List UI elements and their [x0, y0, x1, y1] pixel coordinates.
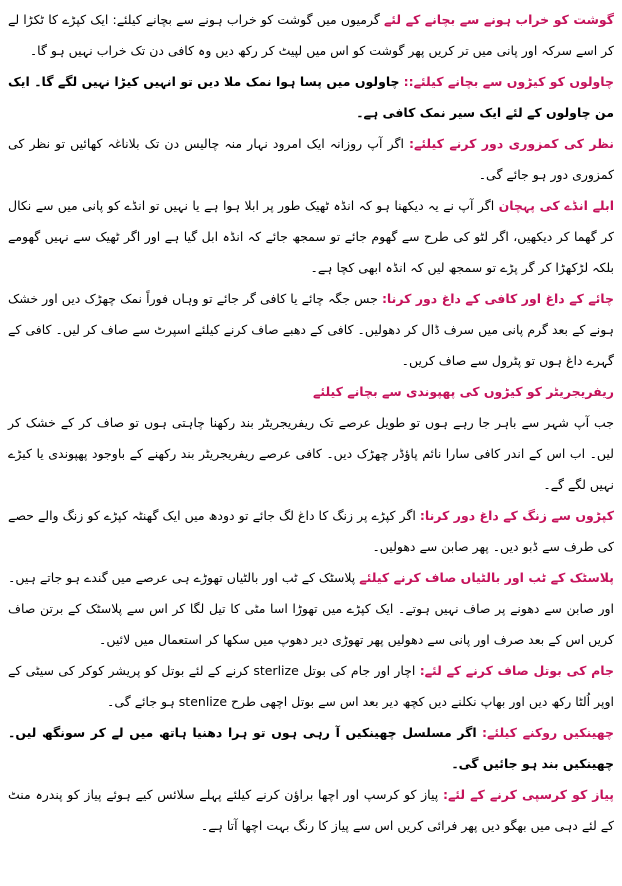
tip-body: گرمیوں میں گوشت کو خراب ہونے سے بچانے کیلئے: ایک کپڑے کا ٹکڑا لے کر اسے سرکہ اور پانی میں تر کریں پھر گوشت کو اس میں لپیٹ کر رکھ دیں وہ کافی دن تک خراب نہیں ہو گا۔ [8, 12, 614, 58]
tip-crispy-onions [8, 779, 614, 841]
tip-title: چھینکیں روکنے کیلئے: [482, 725, 614, 740]
tip-title: کپڑوں سے زنگ کے داغ دور کرنا: [419, 508, 614, 523]
tip-boiled-egg [8, 190, 614, 283]
tip-english-word: sterlize [253, 663, 299, 678]
tip-title: چائے کے داغ اور کافی کے داغ دور کرنا: [381, 291, 614, 306]
tip-body: کرنے کے لئے بوتل کو پریشر کوکر کی سیٹی کے اوپر اُلٹا رکھ دیں اور بھاپ نکلنے دیں کچھ دیر بعد اس سے بوتل اچھی طرح [8, 663, 614, 709]
tip-title: چاولوں کو کیڑوں سے بچانے کیلئے:: [403, 74, 614, 89]
tip-rice-insects [8, 66, 614, 128]
tip-body: ہو جائے گی۔ [107, 694, 175, 709]
tip-title: جام کی بوتل صاف کرنے کے لئے: [419, 663, 614, 678]
tip-tea-coffee-stains [8, 283, 614, 376]
tip-body: چاولوں میں پسا ہوا نمک ملا دیں تو انہیں کیڑا نہیں لگے گا۔ ایک من چاولوں کے لئے ایک سیر نمک کافی ہے۔ [8, 74, 614, 120]
tip-body: اگر آپ نے یہ دیکھنا ہو کہ انڈہ ٹھیک طور پر ابلا ہوا ہے یا نہیں تو انڈے کو پانی میں سے نکال کر گھما کر دیکھیں، اگر لٹو کی طرح سے گھوم جائے تو سمجھ جائے کہ انڈہ ابل گیا ہے اور اگر ٹھیک سے نہیں گھومے بلکہ لڑکھڑا کر گر پڑے تو سمجھ لیں کہ انڈہ ابھی کچا ہے۔ [8, 198, 614, 275]
tip-body: اگر آپ روزانہ ایک امرود نہار منہ چالیس دن تک بلاناغہ کھائیں تو نظر کی کمزوری دور ہو جائے گی۔ [8, 136, 614, 182]
tip-body: پیاز کو کرسپ اور اچھا براؤن کرنے کیلئے پہلے سلائس کیے ہوئے پیاز کو پندرہ منٹ کے لئے دہی میں بھگو دیں پھر فرائی کریں اس سے پیاز کا رنگ بہت اچھا آتا ہے۔ [8, 787, 614, 833]
tip-title: پیاز کو کرسپی کرنے کے لئے: [442, 787, 614, 802]
tip-eyesight [8, 128, 614, 190]
tip-sneezing [8, 717, 614, 779]
tip-title: گوشت کو خراب ہونے سے بچانے کے لئے [383, 12, 614, 27]
tip-title: پلاسٹک کے ٹب اور بالٹیاں صاف کرنے کیلئے [359, 570, 614, 585]
tip-plastic-tubs [8, 562, 614, 655]
tip-rust-stains [8, 500, 614, 562]
tip-body: اچار اور جام کی بوتل [303, 663, 416, 678]
tip-english-word: stenlize [178, 694, 228, 709]
tip-body: جس جگہ چائے یا کافی گر جائے تو وہاں فوراً نمک چھڑک دیں اور خشک ہونے کے بعد گرم پانی میں سرف ڈال کر دھولیں۔ کافی کے دھبے صاف کرنے کیلئے اسپرٹ سے صاف کر لیں۔ کافی کے گہرے داغ ہوں تو پٹرول سے صاف کریں۔ [8, 291, 614, 368]
tip-body: اگر کپڑے پر زنگ کا داغ لگ جائے تو دودھ میں ایک گھنٹہ کپڑے کو زنگ والے حصے کی طرف سے ڈبو دیں۔ پھر صابن سے دھولیں۔ [8, 508, 614, 554]
tip-title: ریفریجریٹر کو کیڑوں کی پھپوندی سے بچانے کیلئے [313, 384, 614, 399]
tip-meat-storage [8, 4, 614, 66]
tip-jam-bottle [8, 655, 614, 717]
tip-body: اگر مسلسل چھینکیں آ رہی ہوں تو ہرا دھنیا ہاتھ میں لے کر سونگھ لیں۔ چھینکیں بند ہو جائیں گی۔ [8, 725, 614, 771]
tip-title: ابلے انڈے کی پہچان [498, 198, 614, 213]
tip-body: جب آپ شہر سے باہر جا رہے ہوں تو طویل عرصے تک ریفریجریٹر بند رکھنا چاہتی ہوں تو صاف کر کے خشک کر لیں۔ اب اس کے اندر کافی سارا نائم پاؤڈر چھڑک دیں۔ کافی عرصے ریفریجریٹر بند رکھنے کے باوجود پھپوندی یا کیڑے نہیں لگے گے۔ [8, 415, 614, 492]
tip-title: نظر کی کمزوری دور کرنے کیلئے: [409, 136, 614, 151]
tip-body: پلاسٹک کے ٹب اور بالٹیاں تھوڑے ہی عرصے میں گندے ہو جاتے ہیں۔ اور صابن سے دھونے پر صاف نہیں ہوتے۔ ایک کپڑے میں تھوڑا اسا مٹی کا تیل لگا کر اس سے پلاسٹک کے برتن صاف کریں اس کے بعد صرف اور پانی سے دھولیں پھر تھوڑی دیر دھوپ میں سکھا کر استعمال میں لائیں۔ [8, 570, 614, 647]
tip-refrigerator [8, 407, 614, 500]
